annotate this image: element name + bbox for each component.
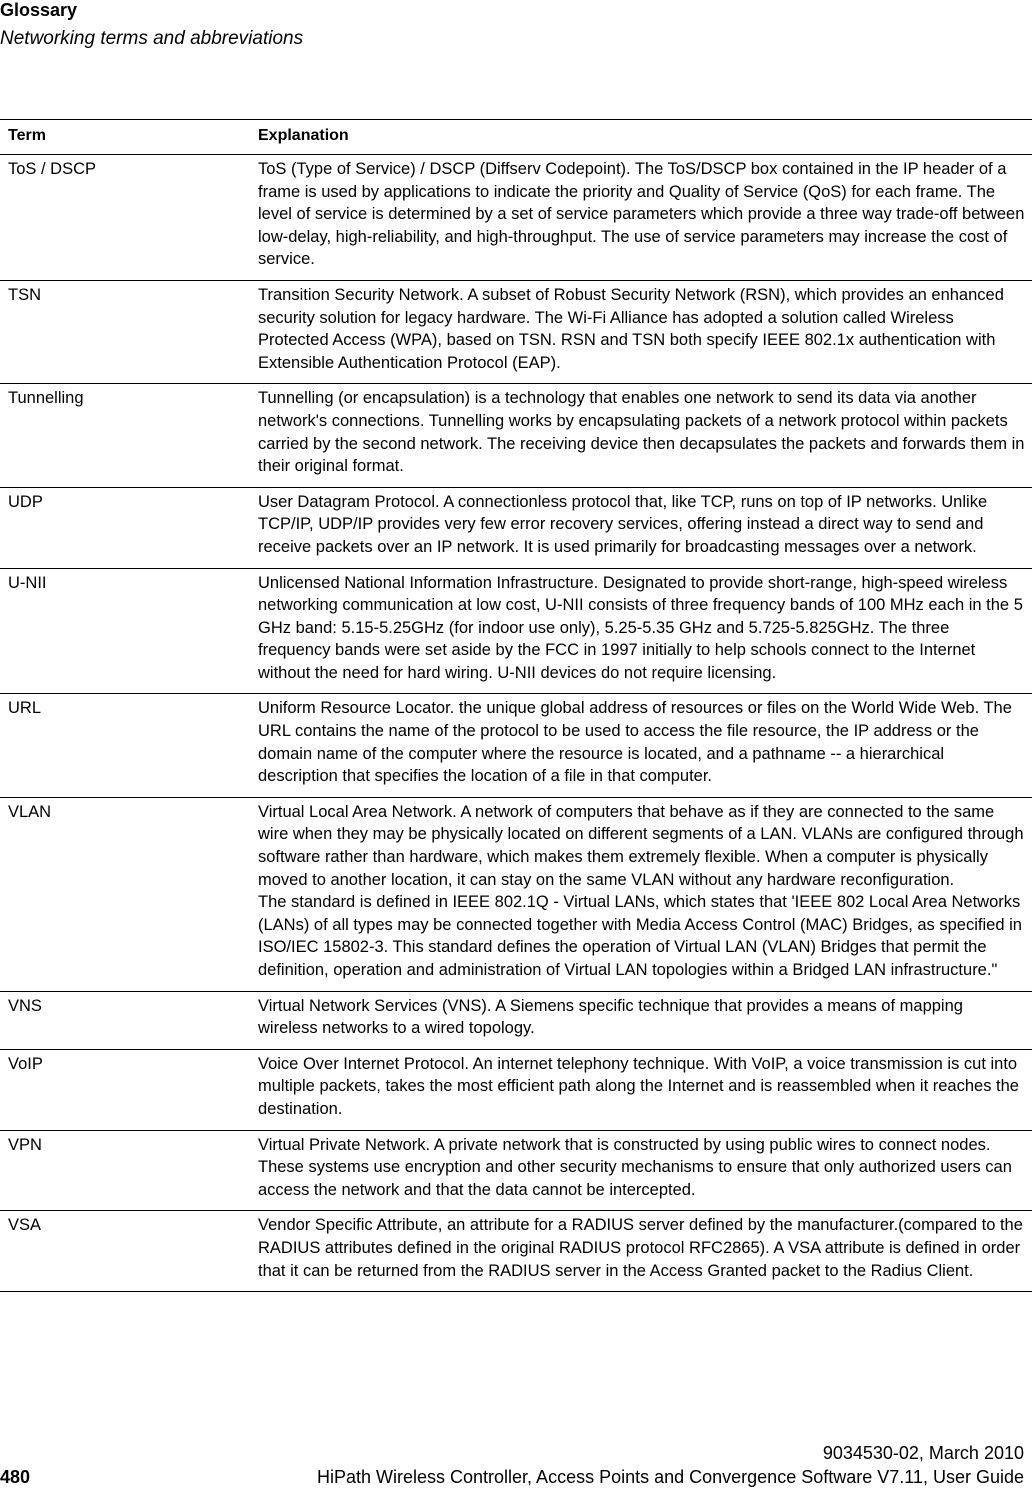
explanation-cell: Transition Security Network. A subset of Robust Security Network (RSN), which provides an enhanced security solution for legacy hardware. The Wi-Fi Alliance has adopted a solution called Wireless Protected Access (WPA), based on TSN. RSN and TSN both specify IEEE 802.1x authentication with Extensible Authentication Protocol (EAP). [258,280,1032,383]
table-row [0,155,1032,281]
explanation-paragraph: Virtual Local Area Network. A network of computers that behave as if they are connected to the same wire when they may be physically located on different segments of a LAN. VLANs are configured through software rather than hardware, which makes them extremely flexible. When a computer is physically moved to another location, it can stay on the same VLAN without any hardware reconfiguration. [258,802,1024,889]
term-cell: VPN [0,1130,258,1211]
footer-page-number: 480 [0,1467,31,1487]
term-cell: UDP [0,487,258,568]
table-row [0,487,1032,568]
table-row [0,1130,1032,1211]
table-header-row [0,120,1032,155]
term-cell: U-NII [0,568,258,694]
term-cell: VoIP [0,1049,258,1130]
table-row [0,1049,1032,1130]
term-cell: VNS [0,991,258,1049]
term-cell: ToS / DSCP [0,155,258,281]
table-row [0,991,1032,1049]
table-row [0,384,1032,487]
explanation-cell: User Datagram Protocol. A connectionless protocol that, like TCP, runs on top of IP networks. Unlike TCP/IP, UDP/IP provides very few error recovery services, offering instead a direct way to send and receive packets over an IP network. It is used primarily for broadcasting messages over a network. [258,487,1032,568]
glossary-table [0,120,1032,1292]
footer-document-id: 9034530-02, March 2010 [822,1443,1024,1463]
table-row [0,280,1032,383]
term-cell: URL [0,694,258,797]
footer-document-title: HiPath Wireless Controller, Access Points and Convergence Software V7.11, User Guide [316,1467,1024,1487]
explanation-cell: Unlicensed National Information Infrastructure. Designated to provide short-range, high-speed wireless networking communication at low cost, U-NII consists of three frequency bands of 100 MHz each in the 5 GHz band: 5.15-5.25GHz (for indoor use only), 5.25-5.35 GHz and 5.725-5.825GHz. The three frequency bands were set aside by the FCC in 1997 initially to help schools connect to the Internet without the need for hard wiring. U-NII devices do not require licensing. [258,568,1032,694]
table-row [0,797,1032,991]
column-header-explanation: Explanation [258,120,1032,155]
table-row [0,694,1032,797]
explanation-cell: Tunnelling (or encapsulation) is a technology that enables one network to send its data via another network's connections. Tunnelling works by encapsulating packets of a network protocol within packets carried by the second network. The receiving device then decapsulates the packets and forwards them in their original format. [258,384,1032,487]
explanation-cell: Virtual Network Services (VNS). A Siemens specific technique that provides a means of mapping wireless networks to a wired topology. [258,991,1032,1049]
column-header-term: Term [0,120,258,155]
term-cell: VLAN [0,797,258,991]
page-subtitle: Networking terms and abbreviations [0,28,304,49]
page-title: Glossary [0,0,78,20]
explanation-cell: Virtual Private Network. A private network that is constructed by using public wires to connect nodes. These systems use encryption and other security mechanisms to ensure that only authorized users can access the network and that the data cannot be intercepted. [258,1130,1032,1211]
term-cell: Tunnelling [0,384,258,487]
explanation-cell: ToS (Type of Service) / DSCP (Diffserv Codepoint). The ToS/DSCP box contained in the IP header of a frame is used by applications to indicate the priority and Quality of Service (QoS) for each frame. The level of service is determined by a set of service parameters which provide a three way trade-off between low-delay, high-reliability, and high-throughput. The use of service parameters may increase the cost of service. [258,155,1032,281]
explanation-paragraph: The standard is defined in IEEE 802.1Q - Virtual LANs, which states that 'IEEE 802 Local Area Networks (LANs) of all types may be connected together with Media Access Control (MAC) Bridges, as specified in ISO/IEC 15802-3. This standard defines the operation of Virtual LAN (VLAN) Bridges that permit the definition, operation and administration of Virtual LAN topologies within a Bridged LAN infrastructure." [258,893,1022,979]
term-cell: VSA [0,1211,258,1292]
explanation-cell: Uniform Resource Locator. the unique global address of resources or files on the World Wide Web. The URL contains the name of the protocol to be used to access the file resource, the IP address or the domain name of the computer where the resource is located, and a pathname -- a hierarchical description that specifies the location of a file in that computer. [258,694,1032,797]
explanation-cell: Vendor Specific Attribute, an attribute for a RADIUS server defined by the manufacturer.(compared to the RADIUS attributes defined in the original RADIUS protocol RFC2865). A VSA attribute is defined in order that it can be returned from the RADIUS server in the Access Granted packet to the Radius Client. [258,1211,1032,1292]
explanation-cell: Voice Over Internet Protocol. An internet telephony technique. With VoIP, a voice transmission is cut into multiple packets, takes the most efficient path along the Internet and is reassembled when it reaches the destination. [258,1049,1032,1130]
table-row [0,1211,1032,1292]
term-cell: TSN [0,280,258,383]
table-row [0,568,1032,694]
explanation-cell [258,797,1032,991]
